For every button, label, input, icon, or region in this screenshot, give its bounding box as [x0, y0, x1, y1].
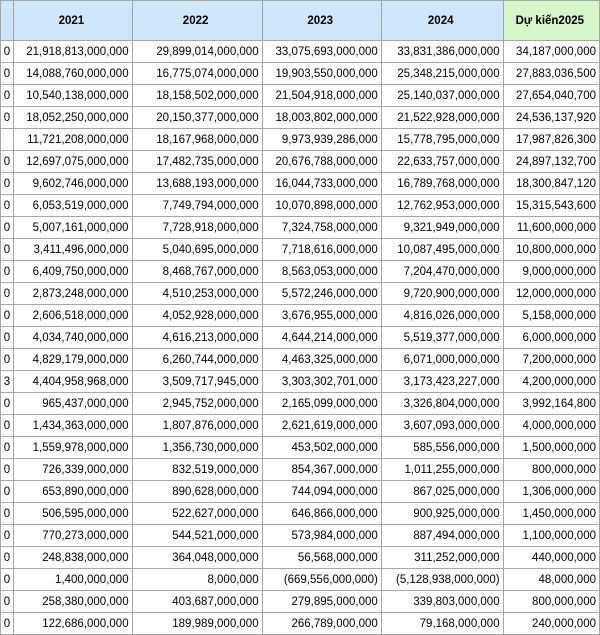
cell-forecast-2025[interactable]: 5,158,000,000	[503, 305, 599, 327]
cell-2022[interactable]: 2,945,752,000,000	[132, 393, 262, 415]
cell-partial[interactable]: 0	[1, 107, 14, 129]
cell-forecast-2025[interactable]: 3,992,164,800	[503, 393, 599, 415]
cell-2024[interactable]: 79,168,000,000	[381, 613, 503, 635]
cell-2024[interactable]: 6,071,000,000,000	[381, 349, 503, 371]
cell-forecast-2025[interactable]: 11,600,000,000	[503, 217, 599, 239]
cell-2023[interactable]: 19,903,550,000,000	[262, 63, 381, 85]
table-row	[1, 327, 600, 349]
cell-forecast-2025[interactable]: 24,897,132,700	[503, 151, 599, 173]
cell-forecast-2025[interactable]: 800,000,000	[503, 459, 599, 481]
header-cell-2024[interactable]: 2024	[381, 1, 503, 41]
cell-2021[interactable]: 10,540,138,000,000	[14, 85, 132, 107]
cell-2022[interactable]: 18,158,502,000,000	[132, 85, 262, 107]
cell-partial[interactable]: 0	[1, 195, 14, 217]
cell-2024[interactable]: 7,204,470,000,000	[381, 261, 503, 283]
cell-2022[interactable]: 4,616,213,000,000	[132, 327, 262, 349]
cell-forecast-2025[interactable]: 1,100,000,000	[503, 525, 599, 547]
cell-2022[interactable]: 4,510,253,000,000	[132, 283, 262, 305]
cell-forecast-2025[interactable]: 10,800,000,000	[503, 239, 599, 261]
cell-2023[interactable]: 10,070,898,000,000	[262, 195, 381, 217]
cell-2023[interactable]: 3,676,955,000,000	[262, 305, 381, 327]
cell-2022[interactable]: 16,775,074,000,000	[132, 63, 262, 85]
cell-2023[interactable]: 7,324,758,000,000	[262, 217, 381, 239]
cell-partial[interactable]: 0	[1, 63, 14, 85]
cell-partial[interactable]: 0	[1, 393, 14, 415]
table-row	[1, 349, 600, 371]
cell-partial[interactable]: 0	[1, 217, 14, 239]
table-row	[1, 283, 600, 305]
cell-2021[interactable]: 653,890,000,000	[14, 481, 132, 503]
cell-2022[interactable]: 832,519,000,000	[132, 459, 262, 481]
header-cell-forecast-2025[interactable]: Dự kiến2025	[503, 1, 599, 41]
cell-2023[interactable]: 2,165,099,000,000	[262, 393, 381, 415]
table-row	[1, 195, 600, 217]
cell-partial[interactable]: 0	[1, 173, 14, 195]
cell-2022[interactable]: 544,521,000,000	[132, 525, 262, 547]
table-row	[1, 63, 600, 85]
cell-2024[interactable]: (5,128,938,000,000)	[381, 569, 503, 591]
table-row	[1, 437, 600, 459]
cell-2021[interactable]: 2,606,518,000,000	[14, 305, 132, 327]
header-cell-2022[interactable]: 2022	[132, 1, 262, 41]
cell-2024[interactable]: 25,140,037,000,000	[381, 85, 503, 107]
cell-2021[interactable]: 770,273,000,000	[14, 525, 132, 547]
cell-2023[interactable]: 9,973,939,286,000	[262, 129, 381, 151]
cell-2024[interactable]: 15,778,795,000,000	[381, 129, 503, 151]
cell-2022[interactable]: 1,356,730,000,000	[132, 437, 262, 459]
cell-2021[interactable]: 11,721,208,000,000	[14, 129, 132, 151]
cell-2024[interactable]: 900,925,000,000	[381, 503, 503, 525]
cell-partial[interactable]: 0	[1, 437, 14, 459]
cell-2022[interactable]: 189,989,000,000	[132, 613, 262, 635]
cell-forecast-2025[interactable]: 17,987,826,300	[503, 129, 599, 151]
cell-2024[interactable]: 1,011,255,000,000	[381, 459, 503, 481]
cell-partial[interactable]: 0	[1, 151, 14, 173]
cell-2024[interactable]: 585,556,000,000	[381, 437, 503, 459]
table-row	[1, 41, 600, 63]
cell-2023[interactable]: 16,044,733,000,000	[262, 173, 381, 195]
table-row	[1, 525, 600, 547]
cell-forecast-2025[interactable]: 7,200,000,000	[503, 349, 599, 371]
cell-2021[interactable]: 18,052,250,000,000	[14, 107, 132, 129]
header-row	[1, 1, 600, 41]
cell-2023[interactable]: 573,984,000,000	[262, 525, 381, 547]
table-row	[1, 371, 600, 393]
cell-2021[interactable]: 965,437,000,000	[14, 393, 132, 415]
cell-2021[interactable]: 1,559,978,000,000	[14, 437, 132, 459]
table-row	[1, 217, 600, 239]
cell-2021[interactable]: 4,404,958,968,000	[14, 371, 132, 393]
table-row	[1, 591, 600, 613]
cell-2024[interactable]: 3,173,423,227,000	[381, 371, 503, 393]
table-row	[1, 239, 600, 261]
cell-partial[interactable]: 0	[1, 239, 14, 261]
cell-forecast-2025[interactable]: 24,536,137,920	[503, 107, 599, 129]
cell-partial[interactable]: 0	[1, 415, 14, 437]
cell-2023[interactable]: 5,572,246,000,000	[262, 283, 381, 305]
cell-2022[interactable]: 4,052,928,000,000	[132, 305, 262, 327]
cell-2021[interactable]: 4,829,179,000,000	[14, 349, 132, 371]
cell-partial[interactable]: 0	[1, 503, 14, 525]
cell-2023[interactable]: 744,094,000,000	[262, 481, 381, 503]
cell-partial[interactable]: 0	[1, 569, 14, 591]
cell-2023[interactable]: 646,866,000,000	[262, 503, 381, 525]
cell-forecast-2025[interactable]: 4,200,000,000	[503, 371, 599, 393]
table-row	[1, 393, 600, 415]
table-row	[1, 569, 600, 591]
cell-2022[interactable]: 5,040,695,000,000	[132, 239, 262, 261]
cell-2022[interactable]: 13,688,193,000,000	[132, 173, 262, 195]
cell-partial[interactable]: 0	[1, 613, 14, 635]
cell-2023[interactable]: 266,789,000,000	[262, 613, 381, 635]
cell-partial[interactable]: 3	[1, 371, 14, 393]
cell-2024[interactable]: 25,348,215,000,000	[381, 63, 503, 85]
cell-2021[interactable]: 6,053,519,000,000	[14, 195, 132, 217]
cell-2022[interactable]: 17,482,735,000,000	[132, 151, 262, 173]
cell-2023[interactable]: 33,075,693,000,000	[262, 41, 381, 63]
cell-partial[interactable]: 0	[1, 41, 14, 63]
cell-2023[interactable]: 21,504,918,000,000	[262, 85, 381, 107]
cell-2024[interactable]: 867,025,000,000	[381, 481, 503, 503]
table-row	[1, 261, 600, 283]
cell-2021[interactable]: 14,088,760,000,000	[14, 63, 132, 85]
cell-2022[interactable]: 522,627,000,000	[132, 503, 262, 525]
table-row	[1, 151, 600, 173]
table-row	[1, 173, 600, 195]
cell-forecast-2025[interactable]: 1,500,000,000	[503, 437, 599, 459]
cell-2023[interactable]: 4,463,325,000,000	[262, 349, 381, 371]
cell-2022[interactable]: 7,728,918,000,000	[132, 217, 262, 239]
cell-2021[interactable]: 4,034,740,000,000	[14, 327, 132, 349]
cell-2021[interactable]: 258,380,000,000	[14, 591, 132, 613]
table-row	[1, 85, 600, 107]
cell-2023[interactable]: 56,568,000,000	[262, 547, 381, 569]
cell-partial[interactable]	[1, 129, 14, 151]
cell-forecast-2025[interactable]: 4,000,000,000	[503, 415, 599, 437]
cell-partial[interactable]: 0	[1, 305, 14, 327]
cell-forecast-2025[interactable]: 9,000,000,000	[503, 261, 599, 283]
cell-partial[interactable]: 0	[1, 459, 14, 481]
cell-2023[interactable]: 453,502,000,000	[262, 437, 381, 459]
cell-2022[interactable]: 364,048,000,000	[132, 547, 262, 569]
table-row	[1, 481, 600, 503]
cell-2021[interactable]: 3,411,496,000,000	[14, 239, 132, 261]
cell-forecast-2025[interactable]: 48,000,000	[503, 569, 599, 591]
header-cell-partial[interactable]	[1, 1, 14, 41]
cell-2024[interactable]: 10,087,495,000,000	[381, 239, 503, 261]
cell-2021[interactable]: 122,686,000,000	[14, 613, 132, 635]
cell-2021[interactable]: 248,838,000,000	[14, 547, 132, 569]
cell-partial[interactable]: 0	[1, 85, 14, 107]
cell-partial[interactable]: 0	[1, 261, 14, 283]
cell-2024[interactable]: 12,762,953,000,000	[381, 195, 503, 217]
cell-2021[interactable]: 5,007,161,000,000	[14, 217, 132, 239]
cell-2024[interactable]: 9,321,949,000,000	[381, 217, 503, 239]
cell-2022[interactable]: 29,899,014,000,000	[132, 41, 262, 63]
cell-2023[interactable]: 2,621,619,000,000	[262, 415, 381, 437]
cell-forecast-2025[interactable]: 12,000,000,000	[503, 283, 599, 305]
cell-partial[interactable]: 0	[1, 283, 14, 305]
table-row	[1, 305, 600, 327]
cell-2024[interactable]: 311,252,000,000	[381, 547, 503, 569]
cell-2021[interactable]: 1,400,000,000	[14, 569, 132, 591]
cell-2024[interactable]: 887,494,000,000	[381, 525, 503, 547]
cell-2022[interactable]: 403,687,000,000	[132, 591, 262, 613]
cell-partial[interactable]: 0	[1, 327, 14, 349]
table-row	[1, 415, 600, 437]
cell-2024[interactable]: 22,633,757,000,000	[381, 151, 503, 173]
cell-2021[interactable]: 726,339,000,000	[14, 459, 132, 481]
cell-2023[interactable]: (669,556,000,000)	[262, 569, 381, 591]
cell-2022[interactable]: 3,509,717,945,000	[132, 371, 262, 393]
cell-2024[interactable]: 3,326,804,000,000	[381, 393, 503, 415]
cell-2023[interactable]: 279,895,000,000	[262, 591, 381, 613]
cell-2024[interactable]: 339,803,000,000	[381, 591, 503, 613]
cell-forecast-2025[interactable]: 15,315,543,600	[503, 195, 599, 217]
cell-2021[interactable]: 2,873,248,000,000	[14, 283, 132, 305]
table-row	[1, 459, 600, 481]
cell-2023[interactable]: 18,003,802,000,000	[262, 107, 381, 129]
cell-forecast-2025[interactable]: 6,000,000,000	[503, 327, 599, 349]
cell-2022[interactable]: 1,807,876,000,000	[132, 415, 262, 437]
cell-forecast-2025[interactable]: 800,000,000	[503, 591, 599, 613]
cell-forecast-2025[interactable]: 1,450,000,000	[503, 503, 599, 525]
cell-2023[interactable]: 4,644,214,000,000	[262, 327, 381, 349]
cell-2023[interactable]: 7,718,616,000,000	[262, 239, 381, 261]
cell-2022[interactable]: 18,167,968,000,000	[132, 129, 262, 151]
cell-2023[interactable]: 8,563,053,000,000	[262, 261, 381, 283]
cell-forecast-2025[interactable]: 34,187,000,000	[503, 41, 599, 63]
cell-partial[interactable]: 0	[1, 525, 14, 547]
cell-2023[interactable]: 854,367,000,000	[262, 459, 381, 481]
cell-2022[interactable]: 8,000,000	[132, 569, 262, 591]
cell-2024[interactable]: 9,720,900,000,000	[381, 283, 503, 305]
cell-2024[interactable]: 16,789,768,000,000	[381, 173, 503, 195]
header-cell-2023[interactable]: 2023	[262, 1, 381, 41]
table-row	[1, 107, 600, 129]
cell-2021[interactable]: 9,602,746,000,000	[14, 173, 132, 195]
header-cell-2021[interactable]: 2021	[14, 1, 132, 41]
cell-2024[interactable]: 4,816,026,000,000	[381, 305, 503, 327]
cell-2021[interactable]: 12,697,075,000,000	[14, 151, 132, 173]
cell-2022[interactable]: 6,260,744,000,000	[132, 349, 262, 371]
cell-2023[interactable]: 20,676,788,000,000	[262, 151, 381, 173]
cell-2022[interactable]: 890,628,000,000	[132, 481, 262, 503]
cell-forecast-2025[interactable]: 27,883,036,500	[503, 63, 599, 85]
cell-partial[interactable]: 0	[1, 591, 14, 613]
cell-partial[interactable]: 0	[1, 349, 14, 371]
cell-2022[interactable]: 20,150,377,000,000	[132, 107, 262, 129]
cell-2021[interactable]: 6,409,750,000,000	[14, 261, 132, 283]
cell-2021[interactable]: 506,595,000,000	[14, 503, 132, 525]
table-row	[1, 129, 600, 151]
cell-forecast-2025[interactable]: 440,000,000	[503, 547, 599, 569]
cell-2023[interactable]: 3,303,302,701,000	[262, 371, 381, 393]
cell-partial[interactable]: 0	[1, 547, 14, 569]
cell-forecast-2025[interactable]: 18,300,847,120	[503, 173, 599, 195]
cell-forecast-2025[interactable]: 27,654,040,700	[503, 85, 599, 107]
cell-2024[interactable]: 3,607,093,000,000	[381, 415, 503, 437]
cell-2024[interactable]: 5,519,377,000,000	[381, 327, 503, 349]
table-row	[1, 547, 600, 569]
cell-partial[interactable]: 0	[1, 481, 14, 503]
cell-2024[interactable]: 33,831,386,000,000	[381, 41, 503, 63]
cell-2021[interactable]: 21,918,813,000,000	[14, 41, 132, 63]
cell-2022[interactable]: 8,468,767,000,000	[132, 261, 262, 283]
cell-2024[interactable]: 21,522,928,000,000	[381, 107, 503, 129]
table-row	[1, 613, 600, 635]
cell-2022[interactable]: 7,749,794,000,000	[132, 195, 262, 217]
cell-forecast-2025[interactable]: 1,306,000,000	[503, 481, 599, 503]
cell-forecast-2025[interactable]: 240,000,000	[503, 613, 599, 635]
cell-2021[interactable]: 1,434,363,000,000	[14, 415, 132, 437]
table-row	[1, 503, 600, 525]
